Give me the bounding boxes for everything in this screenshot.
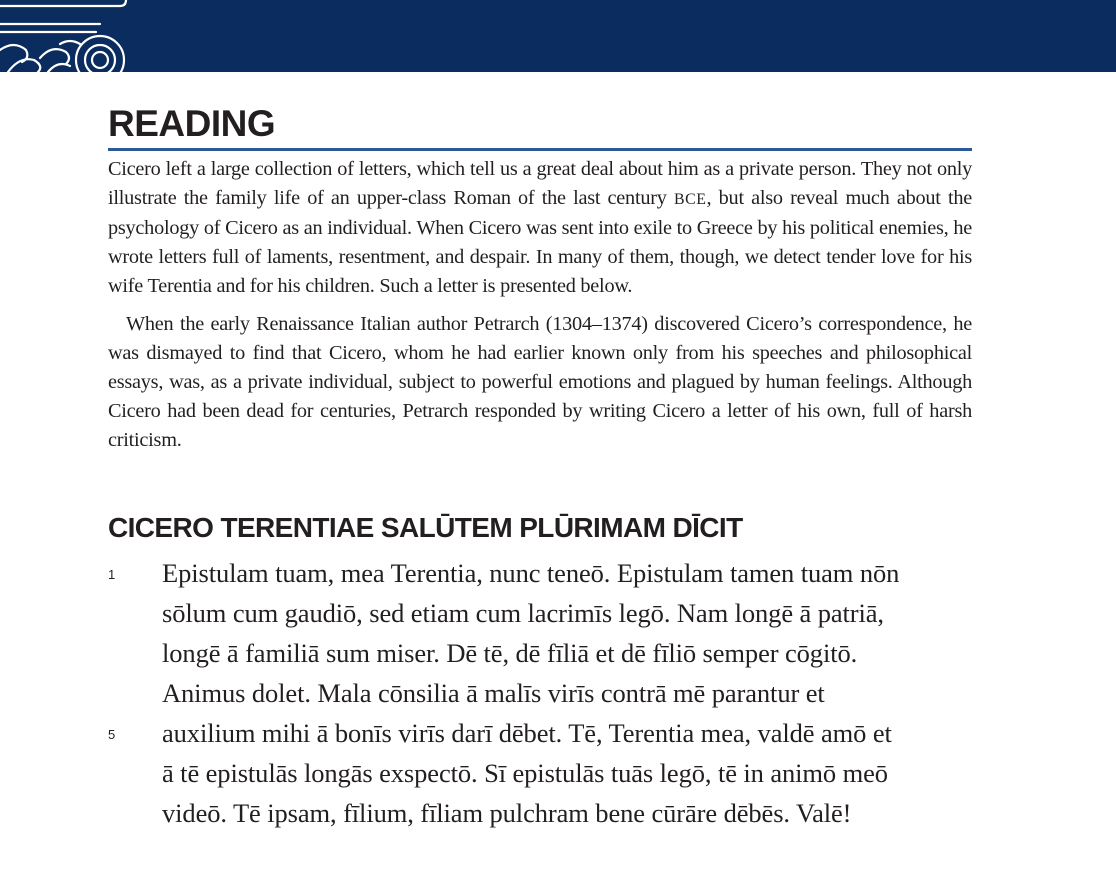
section-heading: READING [108, 103, 276, 144]
letter-text [108, 553, 1008, 833]
text-line [108, 633, 1008, 673]
header-bar [0, 0, 1116, 72]
text-line [108, 673, 1008, 713]
intro-text [108, 155, 972, 455]
era-abbreviation: BCE [673, 191, 707, 208]
text-line [108, 713, 1008, 753]
ionic-column-capital-icon [0, 0, 130, 72]
line-text: longē ā familiā sum miser. Dē tē, dē fīliā et dē fīliō semper cōgitō. [162, 638, 858, 668]
line-number: 1 [108, 567, 116, 582]
intro-paragraph: Cicero left a large collection of letters, which tell us a great deal about him as a private person. They not only illustrate the family life of an upper-class Roman of the last century BCE, but also reveal much about the psychology of Cicero as an individual. When Cicero was sent into exile to Greece by his political enemies, he wrote letters full of laments, resentment, and despair. In many of them, though, we detect tender love for his wife Terentia and for his children. Such a letter is presented below. [108, 158, 972, 297]
line-text: Epistulam tuam, mea Terentia, nunc teneō. Epistulam tamen tuam nōn [162, 558, 900, 588]
line-text: sōlum cum gaudiō, sed etiam cum lacrimīs legō. Nam longē ā patriā, [162, 598, 884, 628]
heading-divider [108, 148, 972, 151]
text-line [108, 753, 1008, 793]
line-text: Animus dolet. Mala cōnsilia ā malīs virīs contrā mē parantur et [162, 678, 825, 708]
line-text: ā tē epistulās longās exspectō. Sī epistulās tuās legō, tē in animō meō [162, 758, 888, 788]
line-text: videō. Tē ipsam, fīlium, fīliam pulchram bene cūrāre dēbēs. Valē! [162, 798, 852, 828]
intro-paragraph: When the early Renaissance Italian author Petrarch (1304–1374) discovered Cicero’s correspondence, he was dismayed to find that Cicero, whom he had earlier known only from his speeches and philosophical essays, was, as a private individual, subject to powerful emotions and plagued by human feelings. Although Cicero had been dead for centuries, Petrarch responded by writing Cicero a letter of his own, full of harsh criticism. [108, 313, 972, 451]
letter-title: CICERO TERENTIAE SALŪTEM PLŪRIMAM DĪCIT [108, 512, 743, 543]
line-number: 5 [108, 727, 116, 742]
text-line [108, 553, 1008, 593]
line-text: auxilium mihi ā bonīs virīs darī dēbet. Tē, Terentia mea, valdē amō et [162, 718, 892, 748]
text-line [108, 793, 1008, 833]
text-line [108, 593, 1008, 633]
